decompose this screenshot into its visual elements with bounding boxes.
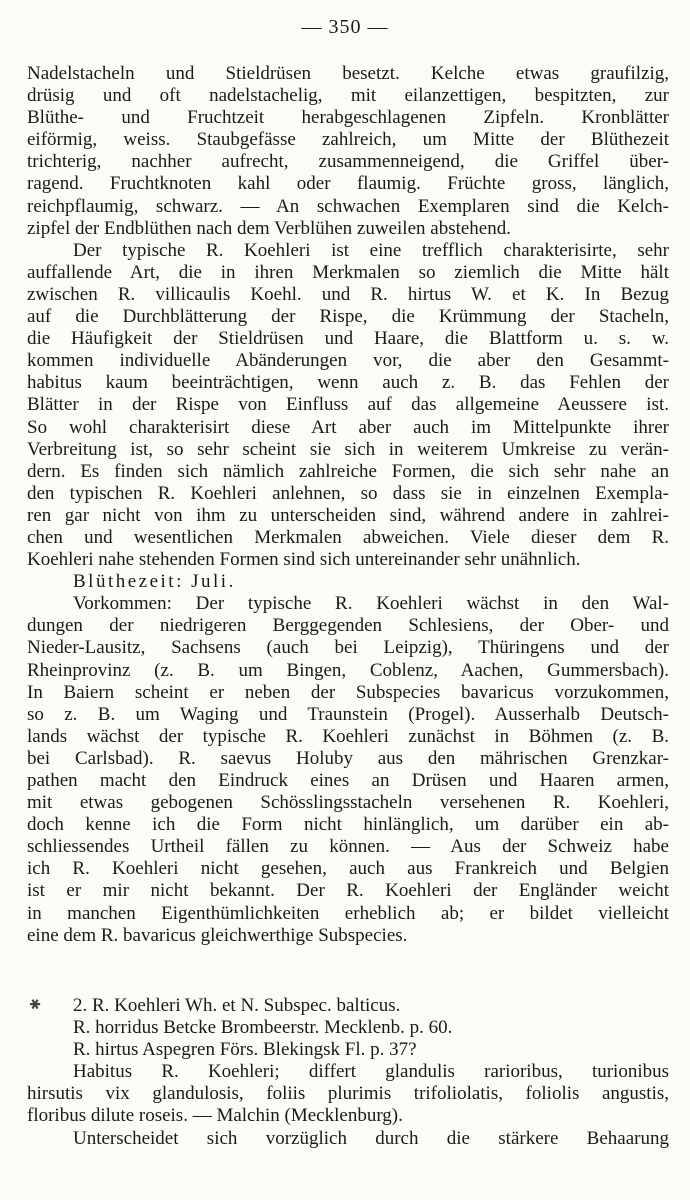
text-line: doch kenne ich die Form nicht hinlänglich, um darüber ein ab- <box>27 814 669 836</box>
text-line: Verbreitung ist, so sehr scheint sie sich in weiterem Umkreise zu verän- <box>27 438 669 460</box>
text-line: dungen der niedrigeren Berggegenden Schlesiens, der Ober- und <box>27 615 669 637</box>
text-line: so z. B. um Waging und Traunstein (Progel). Ausserhalb Deutsch- <box>27 703 669 725</box>
text-line: auffallende Art, die in ihren Merkmalen so ziemlich die Mitte hält <box>27 261 669 283</box>
text-line: auf die Durchblätterung der Rispe, die Krümmung der Stacheln, <box>27 306 669 328</box>
text-line: zwischen R. villicaulis Koehl. und R. hirtus W. et K. In Bezug <box>27 283 669 305</box>
text-line: die Häufigkeit der Stieldrüsen und Haare, die Blattform u. s. w. <box>27 328 669 350</box>
text-line: Der typische R. Koehleri ist eine trefflich charakterisirte, sehr <box>73 239 669 261</box>
synonym-line: R. hirtus Aspegren Förs. Blekingsk Fl. p. 37? <box>73 1039 417 1061</box>
text-line: kommen individuelle Abänderungen vor, die aber den Gesammt- <box>27 350 669 372</box>
text-line: eine dem R. bavaricus gleichwerthige Subspecies. <box>27 924 408 946</box>
text-line: pathen macht den Eindruck eines an Drüsen und Haaren armen, <box>27 770 669 791</box>
text-line: eiförmig, weiss. Staubgefässe zahlreich, um Mitte der Blüthezeit <box>27 129 669 151</box>
text-line: trichterig, nachher aufrecht, zusammenneigend, die Griffel über- <box>27 151 669 173</box>
subspecies-section <box>27 995 669 1150</box>
text-line: Rheinprovinz (z. B. um Bingen, Coblenz, Aachen, Gummersbach). <box>27 659 669 681</box>
bluethezeit-line: Blüthezeit: Juli. <box>73 571 236 593</box>
text-line: den typischen R. Koehleri anlehnen, so dass sie in einzelnen Exempla- <box>27 482 669 504</box>
diagnosis-line: Habitus R. Koehleri; differt glandulis rarioribus, turionibus <box>73 1061 669 1083</box>
synonym-line: R. horridus Betcke Brombeerstr. Mecklenb. p. 60. <box>73 1017 453 1039</box>
text-line: lands wächst der typische R. Koehleri zunächst in Böhmen (z. B. <box>27 725 669 747</box>
body-text-block <box>27 63 669 947</box>
text-line: Nieder-Lausitz, Sachsens (auch bei Leipzig), Thüringens und der <box>27 637 669 659</box>
text-line: reichpflaumig, schwarz. — An schwachen Exemplaren sind die Kelch- <box>27 195 669 217</box>
text-line: mit etwas gebogenen Schösslingsstacheln versehenen R. Koehleri, <box>27 792 669 814</box>
text-line: Koehleri nahe stehenden Formen sind sich untereinander sehr unähnlich. <box>27 549 581 571</box>
diagnosis-line: hirsutis vix glandulosis, foliis plurimis trifoliolatis, foliolis angustis, <box>27 1083 669 1105</box>
text-line: So wohl charakterisirt diese Art aber auch im Mittelpunkte ihrer <box>27 416 669 438</box>
text-line: Blätter in der Rispe von Einfluss auf das allgemeine Aeussere ist. <box>27 394 669 416</box>
text-line: drüsig und oft nadelstachelig, mit eilanzettigen, bespitzten, zur <box>27 85 669 107</box>
text-line: habitus kaum beeinträchtigen, wenn auch z. B. das Fehlen der <box>27 372 669 394</box>
text-line: Blüthe- und Fruchtzeit herabgeschlagenen Zipfeln. Kronblätter <box>27 107 669 129</box>
text-line: In Baiern scheint er neben der Subspecies bavaricus vorzukommen, <box>27 681 669 703</box>
text-line: Unterscheidet sich vorzüglich durch die stärkere Behaarung <box>73 1127 669 1149</box>
subspecies-heading: 2. R. Koehleri Wh. et N. Subspec. balticus. <box>73 995 401 1016</box>
text-line: ich R. Koehleri nicht gesehen, auch aus Frankreich und Belgien <box>27 858 669 880</box>
text-line: dern. Es finden sich nämlich zahlreiche Formen, die sich sehr nahe an <box>27 460 669 482</box>
text-line: in manchen Eigenthümlichkeiten erheblich ab; er bildet vielleicht <box>27 902 669 924</box>
text-line: chen und wesentlichen Merkmalen abweichen. Viele dieser dem R. <box>27 526 669 548</box>
text-line: ren gar nicht von ihm zu unterscheiden sind, während andere in zahlrei- <box>27 504 669 526</box>
text-line: schliessendes Urtheil fällen zu können. — Aus der Schweiz habe <box>27 836 669 858</box>
vorkommen-line: Vorkommen: Der typische R. Koehleri wächst in den Wal- <box>73 593 669 615</box>
text-line: bei Carlsbad). R. saevus Holuby aus den mährischen Grenzkar- <box>27 747 669 769</box>
text-line: Nadelstacheln und Stieldrüsen besetzt. Kelche etwas graufilzig, <box>27 63 669 84</box>
margin-mark-icon: ✱ <box>27 996 45 1015</box>
text-line: ist er mir nicht bekannt. Der R. Koehleri der Engländer weicht <box>27 880 669 902</box>
text-line: zipfel der Endblüthen nach dem Verblühen zuweilen abstehend. <box>27 217 511 239</box>
diagnosis-line: floribus dilute roseis. — Malchin (Mecklenburg). <box>27 1105 403 1127</box>
page-number: — 350 — <box>301 16 389 38</box>
text-line: ragend. Fruchtknoten kahl oder flaumig. Früchte gross, länglich, <box>27 173 669 195</box>
